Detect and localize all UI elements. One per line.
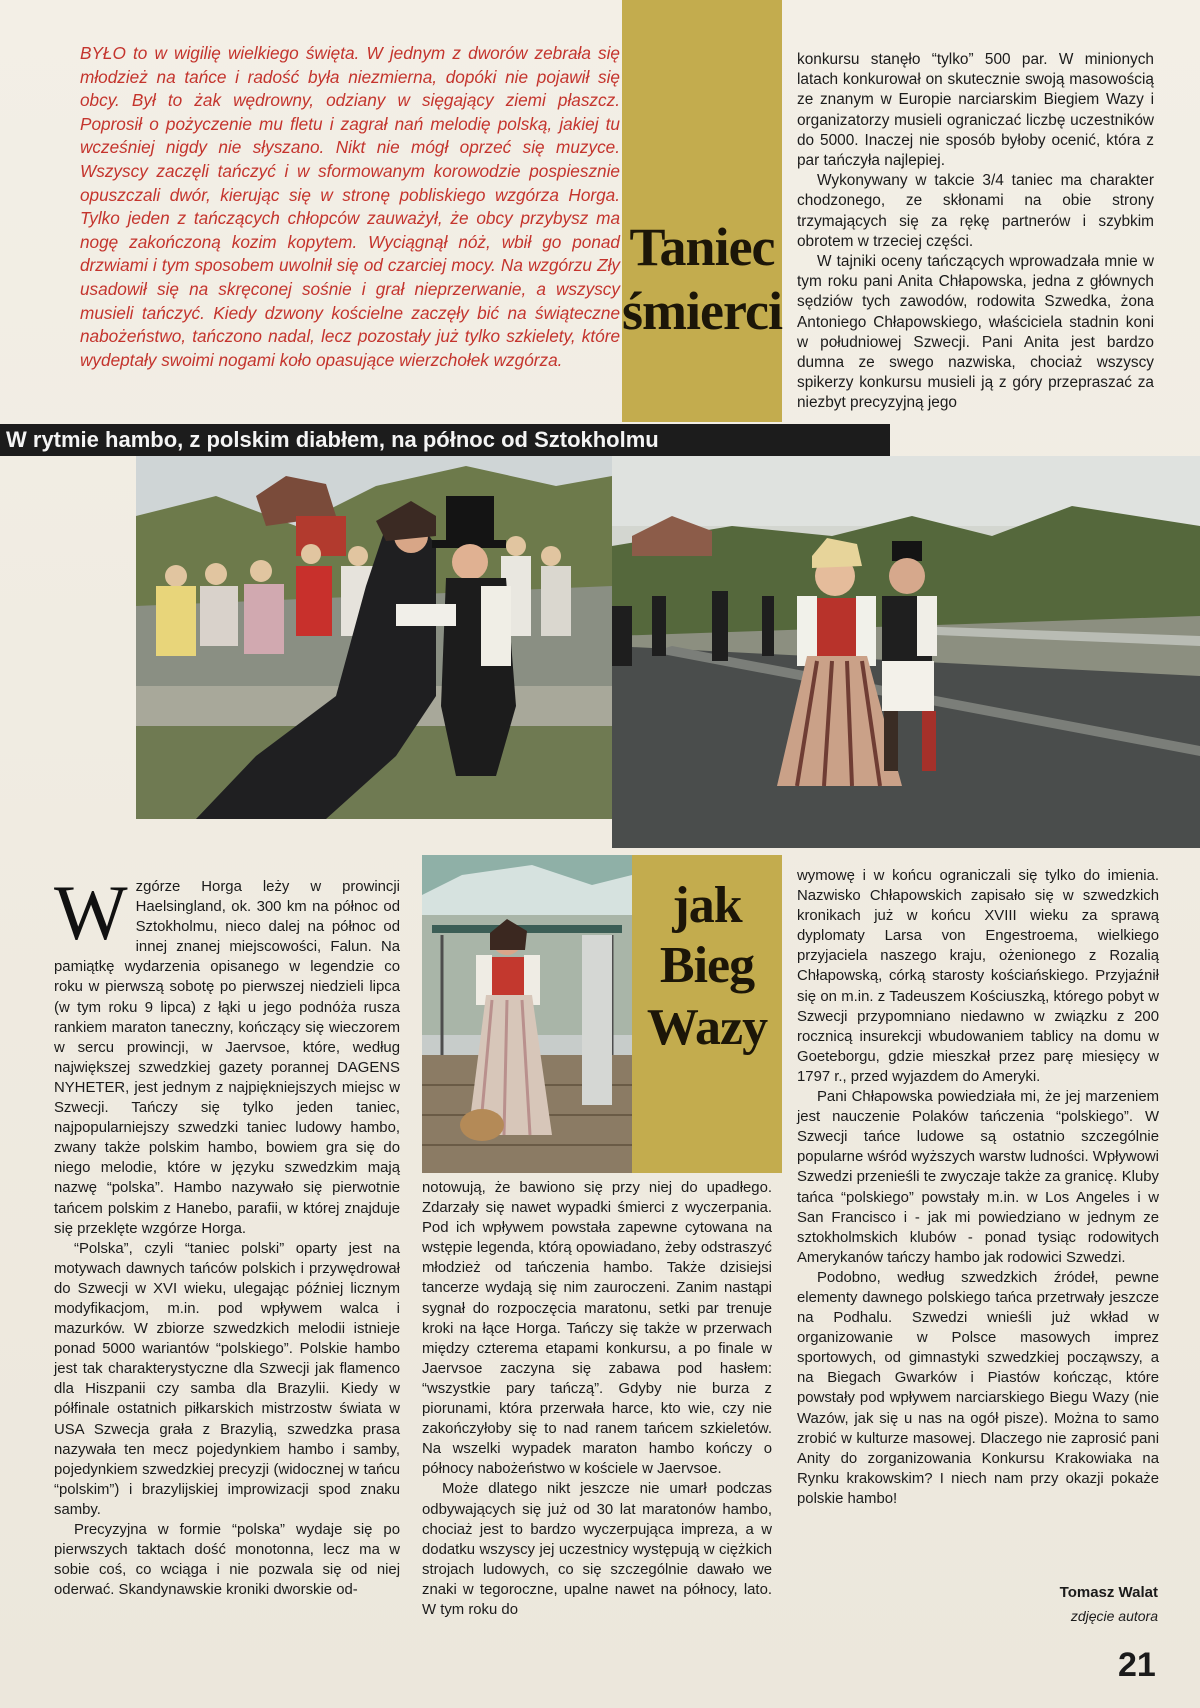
title-block-middle bbox=[632, 855, 782, 1173]
subtitle-band: W rytmie hambo, z polskim diabłem, na północ od Sztokholmu bbox=[0, 424, 890, 456]
paragraph: wymowę i w końcu ograniczali się tylko do imienia. Nazwisko Chłapowskich zapisało się w szwedzkich kronikach już w końcu XVIII wieku za sprawą dyplomaty Larsa von Engestroema, wielkiego przyjaciela naszego kraju, ożenionego z Rozalią Chłapowską, córką starosty kościańskiego. Przyjaźnił się on m.in. z Tadeuszem Kościuszką, którego pobyt w Szwecji przypomniano niedawno w związku z 200 rocznicą insurekcji wbudowaniem tablicy na domu w Goeteborgu, gdzie mieszkał przez parę miesięcy w 1797 r., przed wyjazdem do Ameryki. bbox=[797, 868, 1159, 1085]
title-line-1: Taniec bbox=[629, 217, 775, 277]
paragraph: Pani Chłapowska powiedziała mi, że jej marzeniem jest nauczenie Polaków tańczenia “polskiego”. W Szwecji tańce ludowe są ostatnio szczególnie popularne wśród wyższych warstw ludności. Wpływowi Szwedzi przenieśli te zwyczaje także za granicę. Kluby tańca “polskiego” powstały m.in. w Los Angeles i w San Francisco i - jak mi powiedziano w jednym ze sztokholmskich klubów - ponad tysiąc rodowitych Amerykanów tańczy hambo jak rodowici Szwedzi. bbox=[797, 1089, 1159, 1266]
photo-dancing-couple bbox=[136, 456, 612, 819]
photo-credit: zdjęcie autora bbox=[1070, 1608, 1158, 1624]
paragraph: Może dlatego nikt jeszcze nie umarł podczas odbywających się już od 30 lat maratonów hambo, chociaż jest to bardzo wyczerpująca impreza, a w dodatku wszyscy jej uczestnicy występują w ciężkich strojach ludowych, co się szczególnie dawało we znaki w tegoroczne, upalne nawet na północy, lato. W tym roku do bbox=[422, 1481, 772, 1618]
photo-road-procession-icon bbox=[612, 456, 1200, 848]
title-block-top bbox=[622, 0, 782, 422]
paragraph: W tajniki oceny tańczących wprowadzała mnie w tym roku pani Anita Chłapowska, jedna z głównych sędziów tych zawodów, rodowita Szwedka, żona Antoniego Chłapowskiego, właściciela stadnin koni w południowej Szwecji. Pani Anita jest bardzo dumna ze swego nazwiska, chociaż wszyscy spikerzy konkursu musieli ją z góry przepraszać za niezbyt precyzyjną jego bbox=[797, 253, 1154, 412]
paragraph: Precyzyjna w formie “polska” wydaje się po pierwszych taktach dość monotonna, lecz ma w sobie coś, co wciąga i nie pozwala się od niej oderwać. Skandynawskie kroniki dworskie od- bbox=[54, 1522, 400, 1599]
middle-column bbox=[422, 1178, 772, 1620]
title-line-4: Bieg bbox=[659, 937, 755, 994]
top-right-column bbox=[797, 50, 1154, 414]
photo-dancer-with-basket bbox=[422, 855, 632, 1173]
paragraph: notowują, że bawiono się przy niej do upadłego. Zdarzały się nawet wypadki śmierci z wyczerpania. Pod ich wpływem powstała zapewne cytowana na wstępie legenda, którą opowiadano, żeby odstraszyć młodzież od tańczenia hambo. Także dzisiejsi tancerze wydają się nim zauroczeni. Zanim nastąpi sygnał do rozpoczęcia maratonu, setki par trenuje kroki na łące Horga. Tańczy się także w przerwach między czterema etapami konkursu, a po finale w Jaervsoe zaczyna się zabawa pod hasłem: “wszystkie pary tańczą”. Gdyby nie burza z piorunami, która przerwała harce, kto wie, czy nie zakończyłoby się to nad ranem tańcem szkieletów. Na wszelki wypadek maraton hambo kończy o północy nabożeństwo w kościele w Jaervsoe. bbox=[422, 1180, 772, 1478]
title-line-2: śmierci bbox=[622, 281, 782, 341]
photo-road-procession bbox=[612, 456, 1200, 848]
author-name: Tomasz Walat bbox=[1059, 1584, 1158, 1601]
title-line-5: Wazy bbox=[646, 999, 768, 1056]
page-number: 21 bbox=[1118, 1646, 1156, 1684]
paragraph: Wykonywany w takcie 3/4 taniec ma charakter chodzonego, ze skłonami na obie strony trzymających się za rękę partnerów i szybkim obrotem w trzeciej części. bbox=[797, 172, 1154, 250]
right-column bbox=[797, 866, 1159, 1509]
photo-dancer-with-basket-icon bbox=[422, 855, 632, 1173]
paragraph: konkursu stanęło “tylko” 500 par. W minionych latach konkurował on skutecznie swoją masowością ze znanym w Europie narciarskim Biegiem Wazy i organizatorzy musieli ograniczać liczbę uczestników do 5000. Inaczej nie sposób byłoby ocenić, która z par tańczyła najlepiej. bbox=[797, 51, 1154, 170]
left-column bbox=[54, 869, 400, 1600]
title-line-3: jak bbox=[672, 877, 742, 934]
paragraph: “Polska”, czyli “taniec polski” oparty jest na motywach dawnych tańców polskich i przywędrował do Szwecji w XVI wieku, ulegając później licznym modyfikacjom, m.in. pod wpływem walca i mazurków. W zbiorze szwedzkich melodii istnieje ponad 5000 wariantów “polskiego”. Polskie hambo jest tak charakterystyczne dla Szwecji jak flamenco dla Hiszpanii czy samba dla Brazylii. Kiedy w półfinale ostatnich piłkarskich mistrzostw świata w USA Szwecja grała z Brazylią, szwedzka prasa nazywała ten mecz pojedynkiem hambo i samby, pojedynkiem szwedzkiej precyzji (widocznej w tańcu “polskim”) i brazylijskiej improwizacji spod znaku samby. bbox=[54, 1240, 400, 1518]
photo-dancing-couple-icon bbox=[136, 456, 612, 819]
paragraph: Podobno, według szwedzkich źródeł, pewne elementy dawnego polskiego tańca przetrwały jeszcze na Podhalu. Szwedzi wnieśli już wkład w organizowanie w Polsce masowych imprez sportowych, od gimnastyki szwedzkiej począwszy, a na Biegach Gwarków i Piastów kończąc, które powstały pod wpływem narciarskiego Biegu Wazy (nie Wazów, jak się u nas na ogół pisze). Można to samo zrobić w kulturze masowej. Dlaczego nie zaprosić pani Anity do zorganizowania Konkursu Krakowiaka na Rynku krakowskim? I niech nam przy okazji pokaże polskie hambo! bbox=[797, 1269, 1159, 1507]
paragraph: zgórze Horga leży w prowincji Haelsingland, ok. 300 km na północ od Sztokholmu, nieco dalej na północ od innej znanej miejscowości, Falun. Na pamiątkę wydarzenia opisanego w legendzie co roku w pierwszą sobotę po pierwszej niedzieli lipca (w tym roku 9 lipca) z łąki u jego podnóża rusza rankiem maraton taneczny, kończący się wieczorem w sercu prowincji, w Jaervsoe, które, według największej szwedzkiej gazety porannej DAGENS NYHETER, jest jednym z najpiękniejszych miejsc w Szwecji. Tańczy się tylko jeden taniec, najpopularniejszy szwedzki taniec ludowy hambo, zwany także polskim hambo, bowiem gra się do niego melodie, które w języku szwedzkim mają nazwę “polska”. Hambo nazywało się pierwotnie tańcem polskim z Hanebo, parafii, w której znajduje się przeklęte wzgórze Horga. bbox=[54, 879, 400, 1237]
lead-paragraph: BYŁO to w wigilię wielkiego święta. W jednym z dworów zebrała się młodzież na tańce i radość była niezmierna, dopóki nie pojawił się obcy. Był to żak wędrowny, odziany w sięgający ziemi płaszcz. Poprosił o pożyczenie mu fletu i zagrał nań melodię polską, jakiej tu wcześniej nigdy nie słyszano. Nikt nie mógł oprzeć się muzyce. Wszyscy zaczęli tańczyć i w sformowanym korowodzie pospiesznie opuszczali dwór, kierując się w stronę pobliskiego wzgórza Horga. Tylko jeden z tańczących chłopców zauważył, że obcy przybysz ma nogę zakończoną kozim kopytem. Wyciągnął nóż, wbił go ponad drzwiami i tym sposobem uwolnił się od czarciej mocy. Na wzgórzu Zły usadowił się na skręconej sośnie i grał nieprzerwanie, a wszyscy musieli tańczyć. Kiedy dzwony kościelne zaczęły bić na świąteczne nabożeństwo, tańczono nadal, lecz pozostały już tylko szkielety, które wydeptały swoimi nogami koło opasujące wierzchołek wzgórza. bbox=[80, 43, 620, 370]
drop-cap: W bbox=[54, 869, 128, 956]
